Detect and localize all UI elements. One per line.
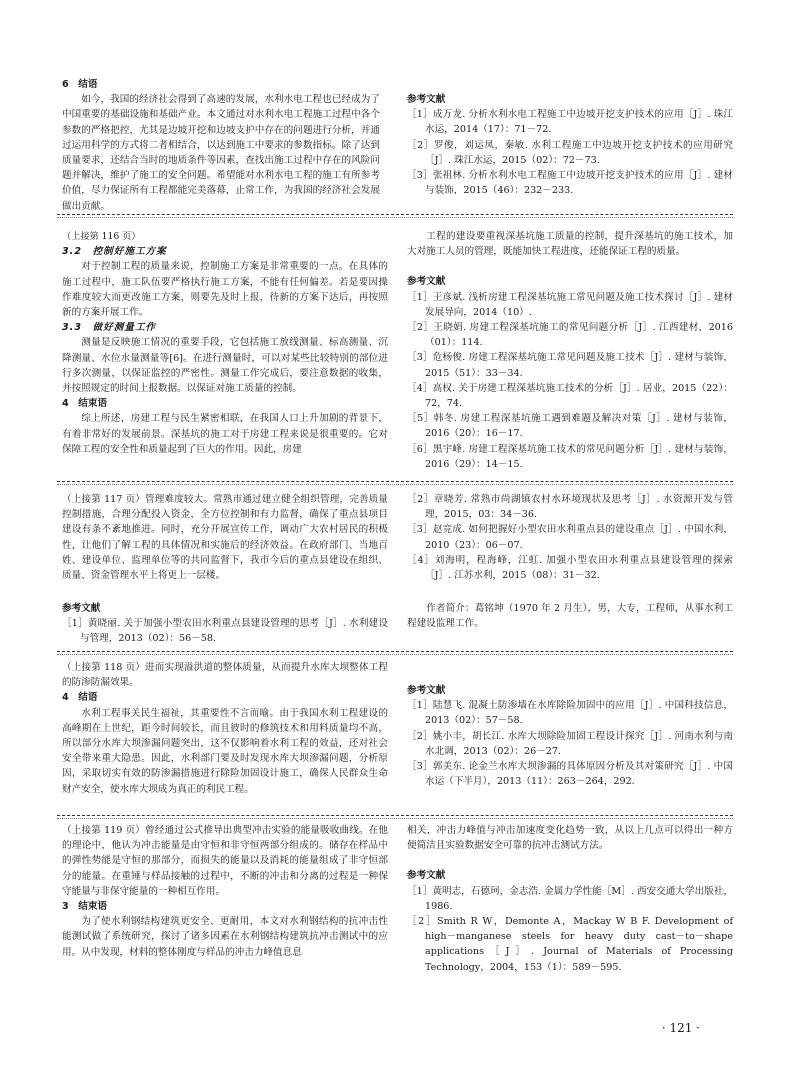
- reference-item: ［1］黄明志，石德珂，金志浩. 金属力学性能［M］. 西安交通大学出版社，1986.: [407, 885, 733, 912]
- reference-item: ［3］张祖林. 分析水利水电工程施工中边坡开挖支护技术的应用［J］. 建材与装饰，2015（46）：232－233.: [407, 170, 733, 197]
- reference-item: ［1］王彦斌. 浅析房建工程深基坑施工常见问题及施工技术探讨［J］. 建材发展导向，2014（10）.: [407, 291, 733, 318]
- paragraph: 为了使水利钢结构建筑更安全、更耐用，本文对水利钢结构的抗冲击性能测试做了系统研究，探讨了诸多因素在水利钢结构建筑抗冲击测试中的应用。从中发现，材料的整体刚度与样品的冲击力峰值息息: [62, 916, 388, 958]
- reference-item: ［3］郭美东. 论金兰水库大坝渗漏的具体原因分析及其对策研究［J］. 中国水运（下半月），2013（11）：263－264，292.: [407, 761, 733, 788]
- section-3-right-references: [407, 492, 733, 583]
- reference-item: ［1］成万龙. 分析水利水电工程施工中边坡开挖支护技术的应用［J］. 珠江水运，2014（17）：71－72.: [407, 109, 733, 136]
- reference-item: ［2］王晓娟. 房建工程深基坑施工的常见问题分析［J］. 江西建材，2016（01）：114.: [407, 322, 733, 349]
- reference-item: ［2］罗俊，刘运凤，秦敏. 水利工程施工中边坡开挖支护技术的应用研究［J］. 珠江水运，2015（02）：72－73.: [407, 139, 733, 166]
- reference-item: ［6］黑宇峰. 房建工程深基坑施工技术的常见问题分析［J］. 建材与装饰，2016（29）：14－15.: [407, 443, 733, 470]
- reference-item: ［4］刘海明，程海峰，江虹. 加强小型农田水利重点县建设管理的探索［J］. 江苏水利，2015（08）：31－32.: [407, 554, 733, 582]
- references-heading: 参考文献: [407, 276, 446, 288]
- paragraph: 综上所述，房建工程与民生紧密相联，在我国人口上升加剧的背景下，有着非常好的发展前景。深基坑的施工对于房建工程来说是很重要的。它对保障工程的安全性和质量起到了巨大的作用。因此，房建: [62, 413, 388, 455]
- article-separator: [57, 651, 733, 652]
- author-note: 作者简介：葛铭坤（1970 年 2 月生），男，大专，工程师，从事水利工程建设监理工作。: [407, 603, 733, 630]
- reference-item: ［5］韩冬. 房建工程深基坑施工遇到难题及解决对策［J］. 建材与装饰，2016（20）：16－17.: [407, 413, 733, 440]
- article-separator: [57, 815, 733, 816]
- continuation-note: （上接第 116 页）: [62, 231, 141, 242]
- article-separator: [57, 481, 733, 482]
- subsection-heading: 3.3 做好测量工作: [62, 322, 157, 334]
- reference-item: ［1］陆慧飞. 混凝土防渗墙在水库除险加固中的应用［J］. 中国科技信息，2013（02）：57－58.: [407, 700, 733, 727]
- section-2-right: [407, 229, 733, 472]
- reference-item: ［2］姚小丰，胡长江. 水库大坝除险加固工程设计探究［J］. 河南水利与南水北调，2013（02）：26－27.: [407, 730, 733, 757]
- section-3-references: [62, 601, 388, 647]
- reference-item: ［4］高权. 关于房建工程深基坑施工技术的分析［J］. 居业，2015（22）：72，74.: [407, 382, 733, 410]
- paragraph: 对于控制工程的质量来说，控制施工方案是非常重要的一点。在具体的施工过程中，施工队伍要严格执行施工方案，不能有任何偏差。若是要因操作难度较大而更改施工方案，则要先及时上报，待新的方案下达后，再按照新的方案开展工作。: [62, 261, 388, 319]
- section-heading: 3 结束语: [62, 901, 108, 913]
- paragraph: （上接第 119 页）曾经通过公式推导出典型冲击实验的能量吸收曲线。在他的理论中，他认为冲击能量是由守恒和非守恒两部分组成的。储存在样品中的弹性势能是守恒的那部分，而损失的能量以及消耗的能量组成了非守恒部分的能量。在重锤与样品接触的过程中，不断的冲击和分离的过程是一种保守能量与非保守能量的一种相互作用。: [62, 825, 388, 897]
- section-5-left: [62, 823, 388, 960]
- section-3-left: [62, 492, 388, 583]
- reference-item: ［1］黄晓丽. 关于加强小型农田水利重点县建设管理的思考［J］. 水利建设与管理，2013（02）：56－58.: [62, 618, 388, 645]
- section-2-left: [62, 229, 388, 457]
- paragraph: 如今，我国的经济社会得到了高速的发展，水利水电工程也已经成为了中国重要的基础设施和基础产业。本文通过对水利水电工程施工过程中各个参数的严格把控，尤其是边坡开挖和边坡支护中存在的问题进行分析，并通过运用科学的方式将二者相结合，以达到施工中要求的参数指标。除了达到质量要求，还结合当时的地质条件等因素，查找出施工过程中存在的风险问题并解决，维护了施工的安全问题。希望能对水利水电工程的施工有所参考价值，尽力保证所有工程都能完美落幕，止常工作，为我国的经济社会发展做出贡献。: [62, 94, 380, 212]
- paragraph: （上接第 118 页）进而实现溢洪道的整体质量，从而提升水库大坝整体工程的防渗防漏效果。: [62, 662, 388, 689]
- section-4-left: [62, 660, 388, 797]
- reference-item: ［3］危杨俊. 房建工程深基坑施工常见问题及施工技术［J］. 建材与装饰，2015（51）：33－34.: [407, 352, 733, 379]
- references-heading: 参考文献: [407, 870, 446, 882]
- section-heading: 4 结束语: [62, 398, 108, 410]
- paragraph: 测量是反映施工情况的重要手段，它包括施工放线测量、标高测量、沉降测量、水位水量测量等[6]。在进行测量时，可以对某些比较特别的部位进行多次测量，以保证监控的严密性。测量工作完成后，要注意数据的收集，并按照规定的时间上报数据。以保证对施工质量的控制。: [62, 337, 388, 395]
- subsection-heading: 3.2 控制好施工方案: [62, 246, 167, 258]
- section-5-right: [407, 823, 733, 975]
- references-heading: 参考文献: [62, 603, 101, 614]
- paragraph: 工程的建设要重视深基坑施工质量的控制，提升深基坑的施工技术，加大对施工人员的管理，既能加快工程进度，还能保证工程的质量。: [407, 231, 733, 258]
- paragraph: 相关，冲击力峰值与冲击加速度变化趋势一致，从以上几点可以得出一种方便简洁且实验数据安全可靠的抗冲击测试方法。: [407, 825, 733, 852]
- reference-item: ［2］Smith R W，Demonte A，Mackay W B F. Development of high－manganese steels for heavy duty cast－to－shape applications［J］. Journal of Materials of Processing Technology，2004，153（1）：589－595.: [407, 916, 733, 973]
- section-heading: 4 结语: [62, 692, 98, 704]
- paragraph: （上接第 117 页）管理难度较大。常熟市通过建立健全组织管理，完善质量控制措施，合理分配投入资金，全方位控制和有力监督，确保了重点县项目建设有条不紊地推进。同时，充分开展宣传工作，调动广大农村居民的积极性，让他们了解工程的具体情况和实施后的经济效益。在政府部门、当地百姓、建设单位、监理单位等的共同监督下，我市今后的重点县建设在组织、质量、资金管理水平上将更上一层楼。: [62, 494, 388, 582]
- page-number: · 121 ·: [661, 1021, 700, 1035]
- references-heading: 参考文献: [407, 685, 446, 696]
- reference-item: ［3］赵竞成. 如何把握好小型农田水利重点县的建设重点［J］. 中国水利，2010（23）：06－07.: [407, 524, 733, 551]
- section-3-author: [407, 601, 733, 631]
- section-1-left: [62, 77, 380, 214]
- reference-item: ［2］章晓芳. 常熟市尚湖镇农村水环境现状及思考［J］. 水资源开发与管理，2015，03：34－36.: [407, 494, 733, 521]
- paragraph: 水利工程事关民生福祉，其重要性不言而喻。由于我国水利工程建设的高峰期在上世纪，距今时间较长，而且彼时的修筑技术和用料质量均不高，所以部分水库大坝渗漏问题突出，这不仅影响着水利工程的效益，还对社会安全带来重大隐患。因此，水利部门要及时发现水库大坝渗漏问题，分析原因，采取切实有效的防渗漏措施进行除险加固设计施工，确保人民群众生命财产安全，使水库大坝成为真正的利民工程。: [62, 707, 388, 795]
- references-heading: 参考文献: [407, 94, 446, 105]
- section-heading: 6 结语: [62, 79, 98, 90]
- section-4-references: [407, 683, 733, 789]
- article-separator: [57, 214, 733, 215]
- section-1-references: [407, 92, 733, 198]
